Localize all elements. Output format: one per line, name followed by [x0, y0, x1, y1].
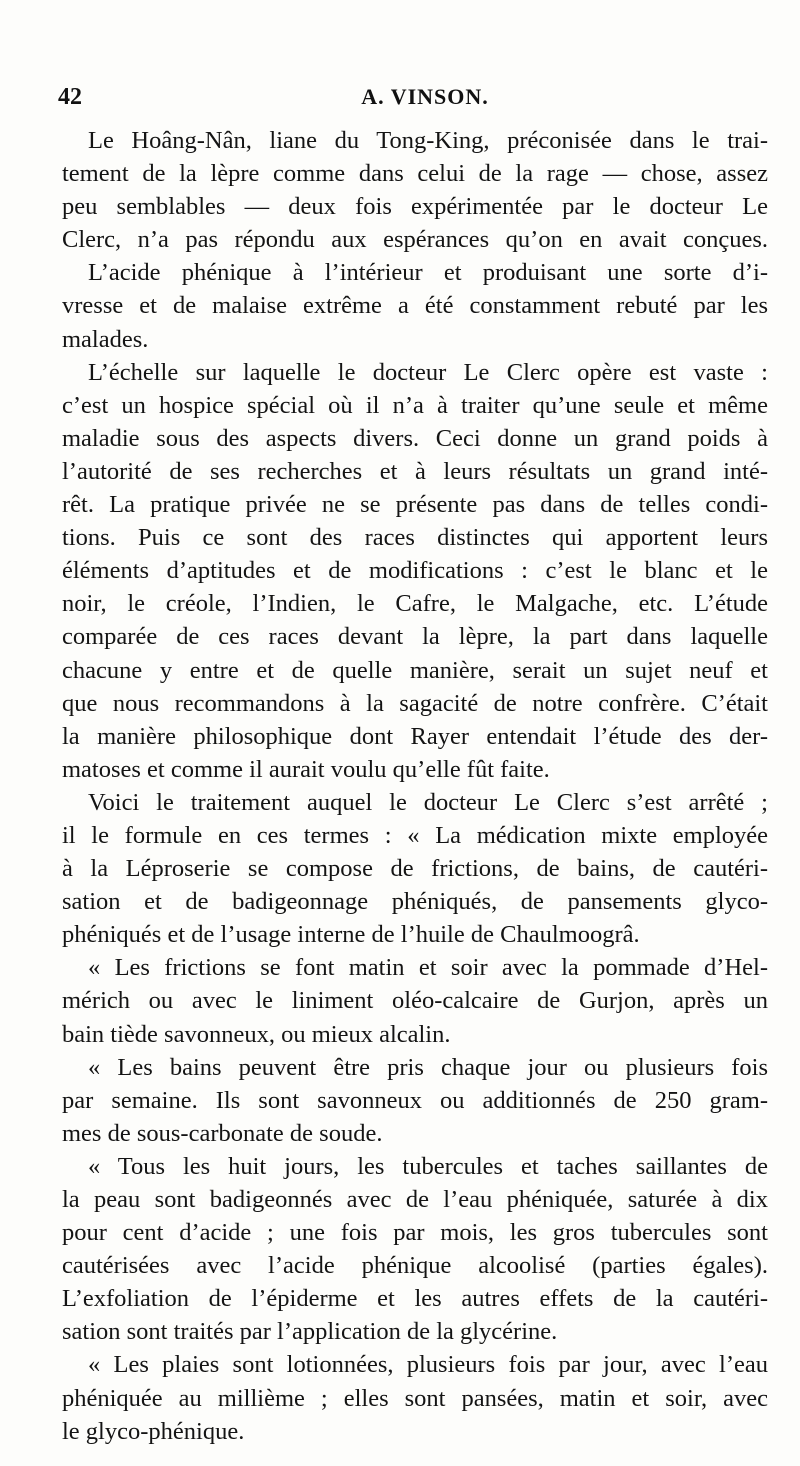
text-line: Clerc, n’a pas répondu aux espérances qu’on en avait conçues. — [62, 226, 768, 254]
text-line: phéniqués et de l’usage interne de l’huile de Chaulmoogrâ. — [62, 921, 640, 949]
text-line: maladie sous des aspects divers. Ceci donne un grand poids à — [62, 424, 768, 452]
text-line: pour cent d’acide ; une fois par mois, les gros tubercules sont — [62, 1219, 768, 1247]
text-line: sation sont traités par l’application de la glycérine. — [62, 1318, 558, 1346]
text-line: L’échelle sur laquelle le docteur Le Clerc opère est vaste : — [88, 358, 768, 386]
text-line: phéniquée au millième ; elles sont pansées, matin et soir, avec — [62, 1384, 768, 1412]
text-line: Voici le traitement auquel le docteur Le Clerc s’est arrêté ; — [88, 788, 768, 816]
text-line: L’acide phénique à l’intérieur et produisant une sorte d’i- — [88, 259, 768, 287]
text-line: sation et de badigeonnage phéniqués, de pansements glyco- — [62, 888, 768, 916]
text-line: mérich ou avec le liniment oléo-calcaire de Gurjon, après un — [62, 987, 768, 1015]
body-text — [62, 124, 768, 1448]
text-line: que nous recommandons à la sagacité de notre confrère. C’était — [62, 689, 768, 717]
text-line: l’autorité de ses recherches et à leurs résultats un grand inté- — [62, 457, 768, 485]
text-line: bain tiède savonneux, ou mieux alcalin. — [62, 1020, 451, 1048]
text-line: Le Hoâng-Nân, liane du Tong-King, préconisée dans le trai- — [88, 127, 768, 154]
text-line: vresse et de malaise extrême a été constamment rebuté par les — [62, 292, 768, 320]
text-line: le glyco-phénique. — [62, 1417, 245, 1445]
running-header — [58, 84, 752, 112]
text-line: mes de sous-carbonate de soude. — [62, 1119, 383, 1147]
text-line: cautérisées avec l’acide phénique alcoolisé (parties égales). — [62, 1252, 768, 1280]
text-line: éléments d’aptitudes et de modifications : c’est le blanc et le — [62, 557, 768, 585]
text-line: peu semblables — deux fois expérimentée par le docteur Le — [62, 193, 768, 221]
text-line: tions. Puis ce sont des races distinctes qui apportent leurs — [62, 524, 768, 552]
text-line: noir, le créole, l’Indien, le Cafre, le Malgache, etc. L’étude — [62, 590, 768, 618]
page-number: 42 — [58, 84, 82, 110]
text-line: la peau sont badigeonnés avec de l’eau phéniquée, saturée à dix — [62, 1186, 768, 1213]
text-line: « Tous les huit jours, les tubercules et taches saillantes de — [88, 1152, 768, 1180]
text-line: L’exfoliation de l’épiderme et les autres effets de la cautéri- — [62, 1285, 768, 1313]
text-line: c’est un hospice spécial où il n’a à traiter qu’une seule et même — [62, 391, 768, 419]
text-line: « Les bains peuvent être pris chaque jour ou plusieurs fois — [88, 1053, 768, 1081]
text-line: « Les plaies sont lotionnées, plusieurs fois par jour, avec l’eau — [88, 1351, 768, 1379]
text-line: il le formule en ces termes : « La médication mixte employée — [62, 821, 768, 849]
text-line: chacune y entre et de quelle manière, serait un sujet neuf et — [62, 656, 768, 684]
text-line: matoses et comme il aurait voulu qu’elle fût faite. — [62, 755, 550, 783]
text-line: tement de la lèpre comme dans celui de la rage — chose, assez — [62, 160, 768, 188]
text-line: malades. — [62, 325, 149, 353]
text-line: par semaine. Ils sont savonneux ou additionnés de 250 gram- — [62, 1086, 768, 1114]
text-line: « Les frictions se font matin et soir avec la pommade d’Hel- — [88, 954, 768, 982]
running-head-author: A. VINSON. — [361, 84, 489, 109]
text-line: comparée de ces races devant la lèpre, la part dans laquelle — [62, 623, 768, 651]
text-line: la manière philosophique dont Rayer entendait l’étude des der- — [62, 722, 768, 750]
text-line: rêt. La pratique privée ne se présente pas dans de telles condi- — [62, 491, 768, 519]
text-line: à la Léproserie se compose de frictions, de bains, de cautéri- — [62, 855, 768, 883]
